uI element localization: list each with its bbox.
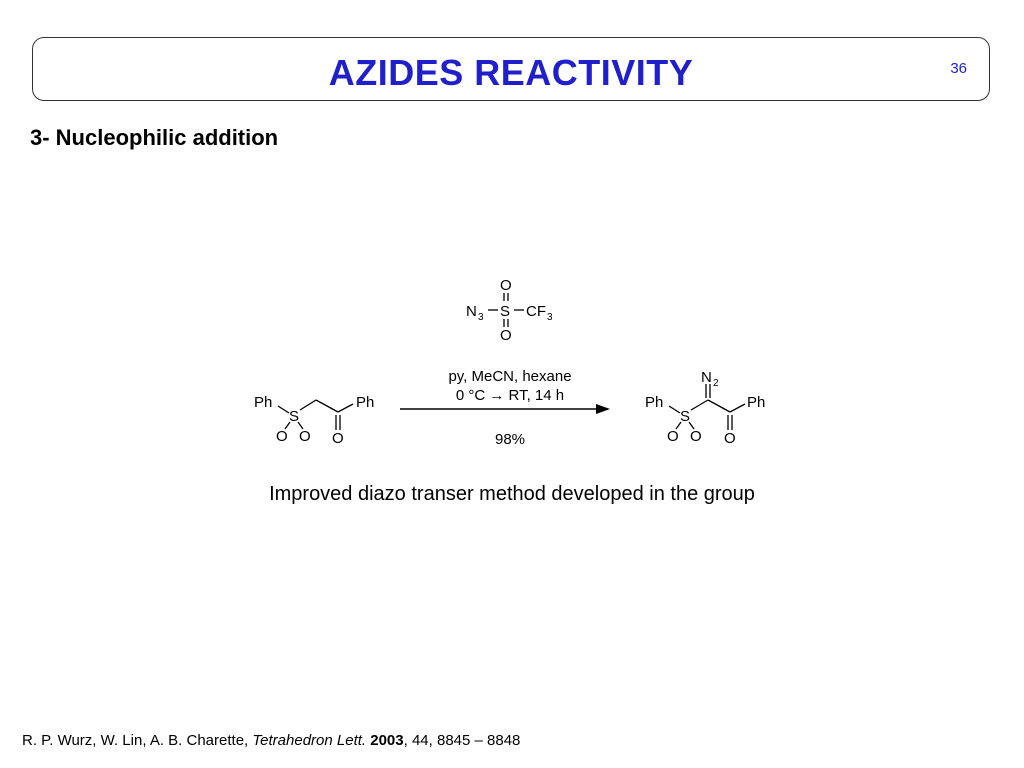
reference-details: , 44, 8845 – 8848 <box>403 732 521 749</box>
starting-material-carbonyl-o: O <box>332 430 344 447</box>
starting-material-sulfur: S <box>289 408 300 425</box>
product-sulfur: S <box>680 408 691 425</box>
reference-authors: R. P. Wurz, W. Lin, A. B. Charette, <box>22 732 253 749</box>
reference-year: 2003 <box>370 732 404 749</box>
starting-material-phenyl-right: Ph <box>356 394 375 411</box>
reagent-cf: CF <box>526 303 546 320</box>
starting-material-phenyl-left: Ph <box>254 394 273 411</box>
conditions-temperature: 0 °C → RT, 14 h <box>455 387 565 404</box>
conditions-solvents: py, MeCN, hexane <box>448 368 572 385</box>
reference-journal: Tetrahedron Lett. <box>252 732 367 749</box>
reagent-azide-n: N <box>466 303 477 320</box>
reaction-arrow <box>400 404 610 414</box>
slide-title: AZIDES REACTIVITY <box>328 52 694 93</box>
reagent-oxygen-bottom: O <box>500 327 512 344</box>
reaction-yield: 98% <box>494 431 526 448</box>
reagent-cf-subscript: 3 <box>547 312 553 323</box>
literature-reference <box>22 732 520 749</box>
reagent-oxygen-top: O <box>500 277 512 294</box>
page-number: 36 <box>950 60 967 77</box>
product-sulfonyl-o1: O <box>667 428 679 445</box>
reagent-azide-subscript: 3 <box>478 312 484 323</box>
product-phenyl-left: Ph <box>645 394 664 411</box>
title-banner <box>32 37 990 101</box>
product-sulfonyl-o2: O <box>690 428 702 445</box>
starting-material-sulfonyl-o2: O <box>299 428 311 445</box>
product-diazo-subscript: 2 <box>713 378 719 389</box>
product-phenyl-right: Ph <box>747 394 766 411</box>
product-diazo-n: N <box>701 369 712 386</box>
reaction-scheme <box>240 270 800 460</box>
reagent-sulfur: S <box>500 303 511 320</box>
section-heading: 3- Nucleophilic addition <box>30 125 279 150</box>
scheme-caption: Improved diazo transer method developed in the group <box>269 483 755 505</box>
product-carbonyl-o: O <box>724 430 736 447</box>
starting-material-sulfonyl-o1: O <box>276 428 288 445</box>
